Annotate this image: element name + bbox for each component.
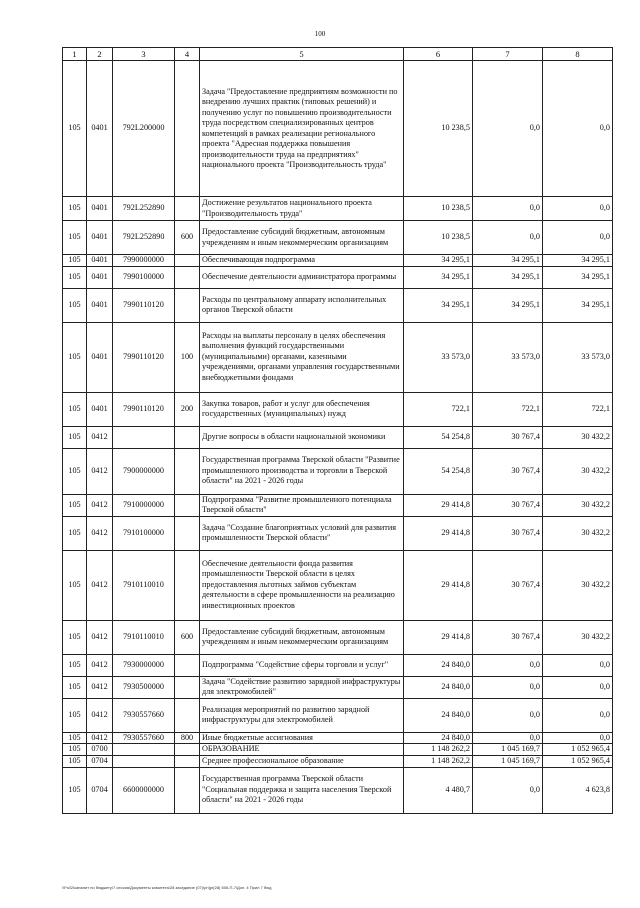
amount-2025-cell: 30 767,4 bbox=[473, 550, 543, 620]
target-article-cell: 792L252890 bbox=[113, 221, 175, 255]
target-article-cell: 7990100000 bbox=[113, 266, 175, 288]
name-cell: Обеспечение деятельности фонда развития промышленности Тверской области в целях предоставления льготных займов субъектам деятельности в сфере промышленности на реализацию инвестиционных проектов bbox=[200, 550, 404, 620]
name-cell: Задача "Создание благоприятных условий для развития промышленности Тверской области" bbox=[200, 516, 404, 550]
expense-type-cell: 600 bbox=[175, 620, 200, 654]
name-cell: Иные бюджетные ассигнования bbox=[200, 732, 404, 744]
amount-2026-cell: 30 432,2 bbox=[543, 550, 613, 620]
amount-2025-cell: 0,0 bbox=[473, 197, 543, 221]
name-cell: Задача "Предоставление предприятиям возможности по внедрению лучших практик (типовых решений) и получению услуг по повышению производительности труда посредством специализированных центров компетенций в рамках реализации регионального проекта "Адресная поддержка повышения производительности труда на предприятиях" национального проекта "Производительность труда" bbox=[200, 61, 404, 197]
expense-type-cell bbox=[175, 255, 200, 267]
expense-type-cell bbox=[175, 698, 200, 732]
table-row bbox=[63, 426, 613, 448]
admin-code-cell: 105 bbox=[63, 744, 87, 756]
admin-code-cell: 105 bbox=[63, 61, 87, 197]
expense-type-cell bbox=[175, 494, 200, 516]
name-cell: Расходы на выплаты персоналу в целях обеспечения выполнения функций государственными (муниципальными) органами, казенными учреждениями, органами управления государственными внебюджетными фондами bbox=[200, 322, 404, 392]
col-header-7: 7 bbox=[473, 48, 543, 61]
section-code-cell: 0412 bbox=[87, 516, 113, 550]
amount-2026-cell: 30 432,2 bbox=[543, 516, 613, 550]
expense-type-cell bbox=[175, 654, 200, 676]
section-code-cell: 0412 bbox=[87, 448, 113, 494]
section-code-cell: 0401 bbox=[87, 266, 113, 288]
expense-type-cell bbox=[175, 744, 200, 756]
admin-code-cell: 105 bbox=[63, 322, 87, 392]
name-cell: Предоставление субсидий бюджетным, автономным учреждениям и иным некоммерческим организациям bbox=[200, 221, 404, 255]
name-cell: Государственная программа Тверской области "Развитие промышленного производства и торговли в Тверской области" на 2021 - 2026 годы bbox=[200, 448, 404, 494]
amount-2024-cell: 24 840,0 bbox=[404, 732, 473, 744]
amount-2025-cell: 0,0 bbox=[473, 61, 543, 197]
admin-code-cell: 105 bbox=[63, 767, 87, 813]
amount-2024-cell: 24 840,0 bbox=[404, 654, 473, 676]
amount-2024-cell: 722,1 bbox=[404, 392, 473, 426]
amount-2024-cell: 10 238,5 bbox=[404, 221, 473, 255]
section-code-cell: 0412 bbox=[87, 494, 113, 516]
target-article-cell: 7910110010 bbox=[113, 550, 175, 620]
amount-2026-cell: 0,0 bbox=[543, 732, 613, 744]
target-article-cell: 7910100000 bbox=[113, 516, 175, 550]
amount-2025-cell: 0,0 bbox=[473, 732, 543, 744]
expense-type-cell: 800 bbox=[175, 732, 200, 744]
section-code-cell: 0412 bbox=[87, 698, 113, 732]
expense-type-cell bbox=[175, 767, 200, 813]
target-article-cell: 7990000000 bbox=[113, 255, 175, 267]
section-code-cell: 0401 bbox=[87, 255, 113, 267]
amount-2025-cell: 30 767,4 bbox=[473, 494, 543, 516]
amount-2025-cell: 0,0 bbox=[473, 221, 543, 255]
name-cell: Предоставление субсидий бюджетным, автономным учреждениям и иным некоммерческим организациям bbox=[200, 620, 404, 654]
admin-code-cell: 105 bbox=[63, 732, 87, 744]
amount-2025-cell: 1 045 169,7 bbox=[473, 756, 543, 768]
amount-2024-cell: 34 295,1 bbox=[404, 266, 473, 288]
admin-code-cell: 105 bbox=[63, 426, 87, 448]
amount-2024-cell: 4 480,7 bbox=[404, 767, 473, 813]
target-article-cell: 7930557660 bbox=[113, 698, 175, 732]
name-cell: Реализация мероприятий по развитию зарядной инфраструктуры для электромобилей bbox=[200, 698, 404, 732]
admin-code-cell: 105 bbox=[63, 221, 87, 255]
amount-2026-cell: 0,0 bbox=[543, 61, 613, 197]
amount-2025-cell: 0,0 bbox=[473, 698, 543, 732]
table-row bbox=[63, 266, 613, 288]
target-article-cell: 792L200000 bbox=[113, 61, 175, 197]
amount-2026-cell: 4 623,8 bbox=[543, 767, 613, 813]
admin-code-cell: 105 bbox=[63, 255, 87, 267]
table-row bbox=[63, 756, 613, 768]
page-number: 100 bbox=[314, 30, 326, 38]
amount-2024-cell: 29 414,8 bbox=[404, 516, 473, 550]
target-article-cell: 7910000000 bbox=[113, 494, 175, 516]
admin-code-cell: 105 bbox=[63, 392, 87, 426]
expense-type-cell: 100 bbox=[175, 322, 200, 392]
name-cell: Среднее профессиональное образование bbox=[200, 756, 404, 768]
amount-2024-cell: 10 238,5 bbox=[404, 197, 473, 221]
table-row bbox=[63, 767, 613, 813]
expense-type-cell bbox=[175, 516, 200, 550]
admin-code-cell: 105 bbox=[63, 756, 87, 768]
section-code-cell: 0401 bbox=[87, 288, 113, 322]
amount-2026-cell: 33 573,0 bbox=[543, 322, 613, 392]
section-code-cell: 0704 bbox=[87, 756, 113, 768]
col-header-2: 2 bbox=[87, 48, 113, 61]
amount-2024-cell: 1 148 262,2 bbox=[404, 744, 473, 756]
table-row bbox=[63, 221, 613, 255]
expense-type-cell bbox=[175, 448, 200, 494]
amount-2024-cell: 29 414,8 bbox=[404, 620, 473, 654]
amount-2024-cell: 29 414,8 bbox=[404, 494, 473, 516]
amount-2026-cell: 0,0 bbox=[543, 676, 613, 698]
name-cell: Закупка товаров, работ и услуг для обеспечения государственных (муниципальных) нужд bbox=[200, 392, 404, 426]
table-row bbox=[63, 676, 613, 698]
expense-type-cell: 600 bbox=[175, 221, 200, 255]
col-header-8: 8 bbox=[543, 48, 613, 61]
target-article-cell: 7930500000 bbox=[113, 676, 175, 698]
name-cell: Задача "Содействие развитию зарядной инфраструктуры для электромобилей" bbox=[200, 676, 404, 698]
target-article-cell: 6600000000 bbox=[113, 767, 175, 813]
amount-2024-cell: 34 295,1 bbox=[404, 288, 473, 322]
section-code-cell: 0401 bbox=[87, 197, 113, 221]
table-row bbox=[63, 732, 613, 744]
section-code-cell: 0412 bbox=[87, 550, 113, 620]
amount-2025-cell: 30 767,4 bbox=[473, 516, 543, 550]
admin-code-cell: 105 bbox=[63, 288, 87, 322]
admin-code-cell: 105 bbox=[63, 698, 87, 732]
amount-2024-cell: 54 254,8 bbox=[404, 448, 473, 494]
amount-2024-cell: 34 295,1 bbox=[404, 255, 473, 267]
amount-2026-cell: 1 052 965,4 bbox=[543, 756, 613, 768]
target-article-cell: 7990110120 bbox=[113, 322, 175, 392]
budget-table bbox=[62, 47, 613, 814]
section-code-cell: 0401 bbox=[87, 61, 113, 197]
table-row bbox=[63, 698, 613, 732]
table-row bbox=[63, 61, 613, 197]
target-article-cell: 7930000000 bbox=[113, 654, 175, 676]
col-header-1: 1 bbox=[63, 48, 87, 61]
target-article-cell: 7930557660 bbox=[113, 732, 175, 744]
file-path-footer: \\Fs02\каналит по бюджету\7 сессия\Документы комитета\28 заседание (07)\pr\jpr(28) 506-П-7\Доп. 4 Прил 7 бюд bbox=[62, 885, 272, 890]
amount-2024-cell: 54 254,8 bbox=[404, 426, 473, 448]
name-cell: Достижение результатов национального проекта "Производительность труда" bbox=[200, 197, 404, 221]
target-article-cell: 7990110120 bbox=[113, 288, 175, 322]
table-row bbox=[63, 255, 613, 267]
target-article-cell: 792L252890 bbox=[113, 197, 175, 221]
target-article-cell: 7900000000 bbox=[113, 448, 175, 494]
expense-type-cell bbox=[175, 676, 200, 698]
amount-2024-cell: 24 840,0 bbox=[404, 698, 473, 732]
name-cell: Подпрограмма "Содействие сферы торговли и услуг" bbox=[200, 654, 404, 676]
expense-type-cell bbox=[175, 197, 200, 221]
amount-2026-cell: 30 432,2 bbox=[543, 620, 613, 654]
amount-2024-cell: 1 148 262,2 bbox=[404, 756, 473, 768]
section-code-cell: 0412 bbox=[87, 620, 113, 654]
table-row bbox=[63, 620, 613, 654]
name-cell: Обеспечивающая подпрограмма bbox=[200, 255, 404, 267]
amount-2025-cell: 1 045 169,7 bbox=[473, 744, 543, 756]
name-cell: Подпрограмма "Развитие промышленного потенциала Тверской области" bbox=[200, 494, 404, 516]
table-row bbox=[63, 516, 613, 550]
name-cell: Обеспечение деятельности администратора программы bbox=[200, 266, 404, 288]
amount-2026-cell: 0,0 bbox=[543, 698, 613, 732]
amount-2025-cell: 33 573,0 bbox=[473, 322, 543, 392]
table-row bbox=[63, 197, 613, 221]
col-header-6: 6 bbox=[404, 48, 473, 61]
section-code-cell: 0412 bbox=[87, 426, 113, 448]
table-row bbox=[63, 392, 613, 426]
table-row bbox=[63, 448, 613, 494]
section-code-cell: 0401 bbox=[87, 392, 113, 426]
amount-2026-cell: 34 295,1 bbox=[543, 255, 613, 267]
amount-2025-cell: 34 295,1 bbox=[473, 255, 543, 267]
amount-2026-cell: 30 432,2 bbox=[543, 426, 613, 448]
amount-2025-cell: 0,0 bbox=[473, 654, 543, 676]
target-article-cell bbox=[113, 756, 175, 768]
admin-code-cell: 105 bbox=[63, 494, 87, 516]
amount-2026-cell: 30 432,2 bbox=[543, 494, 613, 516]
expense-type-cell: 200 bbox=[175, 392, 200, 426]
section-code-cell: 0700 bbox=[87, 744, 113, 756]
name-cell: Государственная программа Тверской области "Социальная поддержка и защита населения Тверской области" на 2021 - 2026 годы bbox=[200, 767, 404, 813]
amount-2024-cell: 24 840,0 bbox=[404, 676, 473, 698]
admin-code-cell: 105 bbox=[63, 448, 87, 494]
table-row bbox=[63, 654, 613, 676]
admin-code-cell: 105 bbox=[63, 197, 87, 221]
col-header-5: 5 bbox=[200, 48, 404, 61]
amount-2025-cell: 0,0 bbox=[473, 676, 543, 698]
target-article-cell bbox=[113, 744, 175, 756]
amount-2026-cell: 1 052 965,4 bbox=[543, 744, 613, 756]
expense-type-cell bbox=[175, 266, 200, 288]
amount-2024-cell: 33 573,0 bbox=[404, 322, 473, 392]
name-cell: Другие вопросы в области национальной экономики bbox=[200, 426, 404, 448]
expense-type-cell bbox=[175, 288, 200, 322]
amount-2025-cell: 30 767,4 bbox=[473, 448, 543, 494]
amount-2025-cell: 34 295,1 bbox=[473, 266, 543, 288]
amount-2026-cell: 34 295,1 bbox=[543, 288, 613, 322]
col-header-3: 3 bbox=[113, 48, 175, 61]
name-cell: Расходы по центральному аппарату исполнительных органов Тверской области bbox=[200, 288, 404, 322]
expense-type-cell bbox=[175, 61, 200, 197]
amount-2026-cell: 34 295,1 bbox=[543, 266, 613, 288]
admin-code-cell: 105 bbox=[63, 620, 87, 654]
amount-2024-cell: 29 414,8 bbox=[404, 550, 473, 620]
section-code-cell: 0412 bbox=[87, 732, 113, 744]
table-row bbox=[63, 494, 613, 516]
amount-2026-cell: 0,0 bbox=[543, 221, 613, 255]
amount-2025-cell: 34 295,1 bbox=[473, 288, 543, 322]
amount-2026-cell: 30 432,2 bbox=[543, 448, 613, 494]
amount-2025-cell: 722,1 bbox=[473, 392, 543, 426]
amount-2025-cell: 30 767,4 bbox=[473, 620, 543, 654]
amount-2026-cell: 722,1 bbox=[543, 392, 613, 426]
amount-2026-cell: 0,0 bbox=[543, 197, 613, 221]
table-row bbox=[63, 744, 613, 756]
table-row bbox=[63, 550, 613, 620]
section-code-cell: 0401 bbox=[87, 221, 113, 255]
admin-code-cell: 105 bbox=[63, 266, 87, 288]
table-row bbox=[63, 288, 613, 322]
section-code-cell: 0704 bbox=[87, 767, 113, 813]
target-article-cell bbox=[113, 426, 175, 448]
section-code-cell: 0412 bbox=[87, 654, 113, 676]
amount-2024-cell: 10 238,5 bbox=[404, 61, 473, 197]
admin-code-cell: 105 bbox=[63, 550, 87, 620]
table-row bbox=[63, 322, 613, 392]
expense-type-cell bbox=[175, 550, 200, 620]
name-cell: ОБРАЗОВАНИЕ bbox=[200, 744, 404, 756]
section-code-cell: 0401 bbox=[87, 322, 113, 392]
amount-2025-cell: 30 767,4 bbox=[473, 426, 543, 448]
section-code-cell: 0412 bbox=[87, 676, 113, 698]
admin-code-cell: 105 bbox=[63, 516, 87, 550]
expense-type-cell bbox=[175, 756, 200, 768]
amount-2026-cell: 0,0 bbox=[543, 654, 613, 676]
admin-code-cell: 105 bbox=[63, 676, 87, 698]
expense-type-cell bbox=[175, 426, 200, 448]
col-header-4: 4 bbox=[175, 48, 200, 61]
target-article-cell: 7990110120 bbox=[113, 392, 175, 426]
target-article-cell: 7910110010 bbox=[113, 620, 175, 654]
header-row bbox=[63, 48, 613, 61]
amount-2025-cell: 0,0 bbox=[473, 767, 543, 813]
admin-code-cell: 105 bbox=[63, 654, 87, 676]
